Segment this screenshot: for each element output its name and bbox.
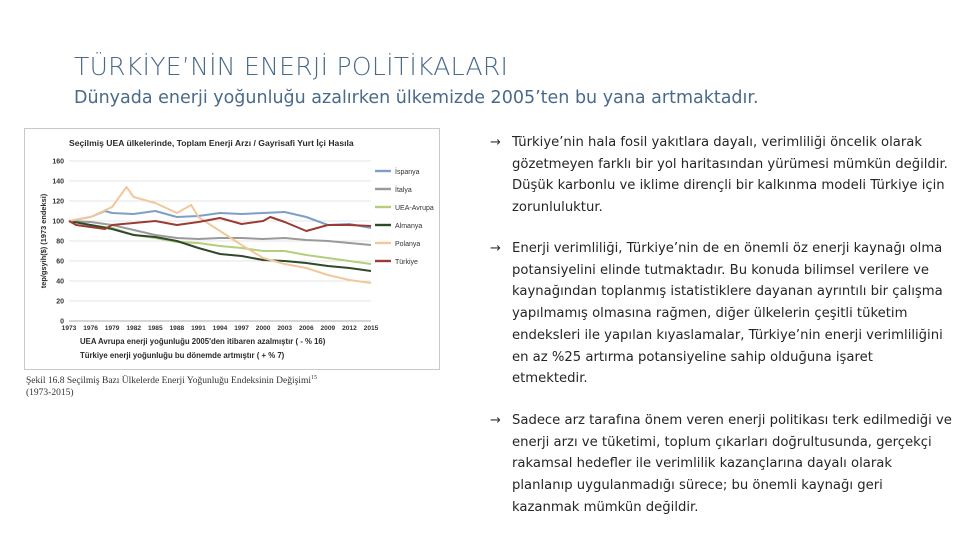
y-tick-label: 40 xyxy=(56,278,64,286)
chart-footnote-eu: UEA Avrupa enerji yoğunluğu 2005'den itibaren azalmıştır ( - % 16) xyxy=(80,337,326,346)
bullet-item-supply-policy xyxy=(490,410,952,519)
y-tick-label: 120 xyxy=(52,198,64,206)
figure-caption-years: (1973-2015) xyxy=(26,388,74,399)
x-tick-label: 1997 xyxy=(234,325,249,332)
bullet-text: Enerji verimliliği, Türkiye’nin de en önemli öz enerji kaynağı olma potansiyelini elinde tutmaktadır. Bu konuda bilimsel verilere ve kaynağından toplanmış istatistiklere dayanan ayrıntılı bir çalışma yapılmamış olmasına rağmen, diğer ülkelerin çeşitli tüketim endeksleri ile yapılan kıyaslamalar, Türkiye’nin enerji verimliliğini en az %25 artırma potansiyeline sahip olduğuna işaret etmektedir. xyxy=(512,241,943,387)
legend-label: İtalya xyxy=(395,187,412,194)
x-tick-label: 1976 xyxy=(83,325,98,332)
arrow-right-icon: → xyxy=(490,135,501,150)
legend-label: Almanya xyxy=(395,223,423,230)
x-tick-label: 1982 xyxy=(126,325,142,332)
y-tick-label: 140 xyxy=(52,178,64,186)
y-tick-label: 80 xyxy=(56,238,64,246)
x-tick-label: 2003 xyxy=(277,325,293,332)
legend-label: Türkiye xyxy=(395,259,418,266)
legend-label: Polanya xyxy=(395,241,421,248)
y-tick-label: 60 xyxy=(56,258,64,266)
x-tick-label: 2015 xyxy=(363,325,379,332)
bullet-text: Türkiye’nin hala fosil yakıtlara dayalı, verimliliği öncelik olarak gözetmeyen farklı bir yol haritasından yürümesi mümkün değildir. Düşük karbonlu ve iklime dirençli bir kalkınma modeli Türkiye için zorunluluktur. xyxy=(512,135,948,216)
slide-title: TÜRKİYE’NİN ENERJİ POLİTİKALARI xyxy=(74,52,509,81)
arrow-right-icon: → xyxy=(490,241,501,256)
x-tick-label: 2009 xyxy=(320,325,336,332)
legend-label: İspanya xyxy=(395,169,420,176)
y-tick-label: 160 xyxy=(52,158,64,166)
energy-intensity-chart xyxy=(25,129,439,335)
x-tick-label: 1988 xyxy=(169,325,185,332)
series-line-2 xyxy=(69,221,371,264)
figure-caption-main: Şekil 16.8 Seçilmiş Bazı Ülkelerde Enerji Yoğunluğu Endeksinin Değişimi xyxy=(26,376,311,387)
y-tick-label: 100 xyxy=(52,218,64,226)
x-tick-label: 1973 xyxy=(61,325,77,332)
x-tick-label: 2000 xyxy=(255,325,271,332)
chart-y-axis-label: tep/gsyih($) (1973 endeksi) xyxy=(39,193,48,289)
chart-figure xyxy=(24,128,440,370)
y-tick-label: 0 xyxy=(60,318,64,326)
chart-legend xyxy=(375,167,434,266)
x-tick-label: 2012 xyxy=(342,325,357,332)
chart-x-ticks xyxy=(62,325,379,332)
figure-caption-footnote-ref: 15 xyxy=(310,375,317,381)
x-tick-label: 1985 xyxy=(147,325,163,332)
x-tick-label: 2006 xyxy=(298,325,314,332)
slide-subtitle: Dünyada enerji yoğunluğu azalırken ülkemizde 2005’ten bu yana artmaktadır. xyxy=(74,88,759,108)
x-tick-label: 1991 xyxy=(191,325,206,332)
x-tick-label: 1994 xyxy=(212,325,228,332)
legend-label: UEA-Avrupa xyxy=(395,205,434,212)
figure-caption xyxy=(26,372,346,399)
y-tick-label: 20 xyxy=(56,298,64,306)
bullet-text: Sadece arz tarafına önem veren enerji politikası terk edilmediği ve enerji arzı ve tüketimi, toplum çıkarları doğrultusunda, gerçekçi rakamsal hedefler ile verimlilik kazançlarına dayalı olarak planlanıp uygulanmadığı sürece; bu önemli kaynağı geri kazanmak mümkün değildir. xyxy=(512,413,952,515)
bullet-item-efficiency xyxy=(490,238,952,390)
chart-title: Seçilmiş UEA ülkelerinde, Toplam Enerji Arzı / Gayrisafi Yurt İçi Hasıla xyxy=(69,138,354,148)
arrow-right-icon: → xyxy=(490,413,501,428)
chart-y-ticks xyxy=(52,159,64,326)
chart-footnote-turkey: Türkiye enerji yoğunluğu bu dönemde artmıştır ( + % 7) xyxy=(80,351,285,360)
x-tick-label: 1979 xyxy=(104,325,120,332)
bullet-item-fossil xyxy=(490,132,952,219)
